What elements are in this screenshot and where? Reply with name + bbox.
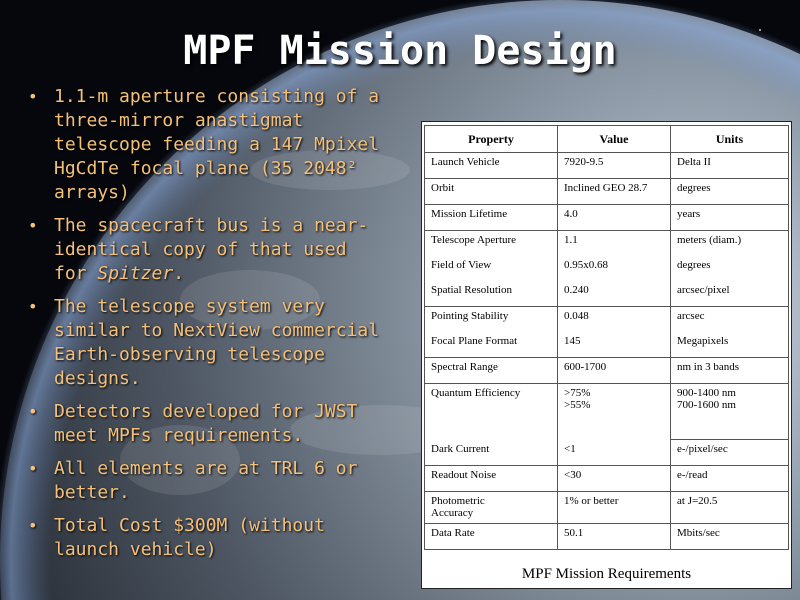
- cell-units: arcsec/pixel: [671, 281, 789, 307]
- cell-units: nm in 3 bands: [671, 358, 789, 384]
- bullet-telescope: [28, 295, 388, 391]
- cell-property: Quantum Efficiency: [425, 384, 558, 440]
- cell-value: <1: [558, 440, 671, 466]
- cell-property-line1: Photometric: [431, 495, 485, 507]
- header-property: Property: [425, 126, 558, 153]
- bullet-aperture: [28, 85, 388, 205]
- cell-property: Readout Noise: [425, 466, 558, 492]
- cell-units: years: [671, 205, 789, 231]
- bullet-cost: [28, 514, 388, 562]
- table-row: [425, 256, 789, 281]
- table-row: [425, 153, 789, 179]
- bullet-text: Total Cost $300M (without launch vehicle): [54, 515, 325, 560]
- cell-property: Dark Current: [425, 440, 558, 466]
- bullet-list: [28, 85, 388, 571]
- cell-units-line2: 700-1600 nm: [677, 399, 736, 411]
- bullet-text-em: Spitzer: [97, 263, 174, 284]
- cell-units: Delta II: [671, 153, 789, 179]
- cell-value: 0.048: [558, 307, 671, 333]
- header-value: Value: [558, 126, 671, 153]
- bullet-text: All elements are at TRL 6 or better.: [54, 458, 358, 503]
- bullet-detectors: [28, 400, 388, 448]
- cell-units: [671, 384, 789, 440]
- cell-property: Data Rate: [425, 524, 558, 550]
- table-row: [425, 440, 789, 466]
- table-row: [425, 231, 789, 257]
- cell-value: 1.1: [558, 231, 671, 257]
- cell-value: 4.0: [558, 205, 671, 231]
- bullet-trl: [28, 457, 388, 505]
- cell-units: arcsec: [671, 307, 789, 333]
- bullet-glyph: •: [28, 402, 38, 421]
- cell-value: 600-1700: [558, 358, 671, 384]
- cell-property: Spatial Resolution: [425, 281, 558, 307]
- bullet-text-pre: The spacecraft bus is a near-identical copy of that used for: [54, 215, 369, 284]
- cell-units: degrees: [671, 256, 789, 281]
- cell-value-line2: >55%: [564, 399, 591, 411]
- table-row: [425, 205, 789, 231]
- bullet-text: Detectors developed for JWST meet MPFs requirements.: [54, 401, 358, 446]
- cell-units: degrees: [671, 179, 789, 205]
- cell-units: Megapixels: [671, 332, 789, 358]
- table-row: [425, 332, 789, 358]
- bullet-glyph: •: [28, 87, 38, 106]
- cell-units: e-/read: [671, 466, 789, 492]
- cell-units: e-/pixel/sec: [671, 440, 789, 466]
- cell-property: Pointing Stability: [425, 307, 558, 333]
- table-row: [425, 492, 789, 524]
- cell-property-line2: Accuracy: [431, 507, 474, 519]
- cell-value: 50.1: [558, 524, 671, 550]
- requirements-table-panel: [421, 121, 792, 589]
- cell-property: Mission Lifetime: [425, 205, 558, 231]
- cell-value: Inclined GEO 28.7: [558, 179, 671, 205]
- cell-property: Telescope Aperture: [425, 231, 558, 257]
- cell-value: 7920-9.5: [558, 153, 671, 179]
- cell-units: Mbits/sec: [671, 524, 789, 550]
- cell-units: meters (diam.): [671, 231, 789, 257]
- bullet-glyph: •: [28, 459, 38, 478]
- cell-value: 0.95x0.68: [558, 256, 671, 281]
- cell-value: <30: [558, 466, 671, 492]
- table-header-row: [425, 126, 789, 153]
- cell-units: at J=20.5: [671, 492, 789, 524]
- cell-value: 1% or better: [558, 492, 671, 524]
- cell-property: [425, 492, 558, 524]
- cell-property: Launch Vehicle: [425, 153, 558, 179]
- slide-title: MPF Mission Design: [183, 28, 617, 74]
- bullet-text: 1.1-m aperture consisting of a three-mirror anastigmat telescope feeding a 147 Mpixel HgCdTe focal plane (35 2048² arrays): [54, 86, 380, 203]
- table-row: [425, 179, 789, 205]
- cell-value: [558, 384, 671, 440]
- cell-units-line1: 900-1400 nm: [677, 387, 736, 399]
- bullet-text: The telescope system very similar to NextView commercial Earth-observing telescope designs.: [54, 296, 380, 389]
- bullet-glyph: •: [28, 297, 38, 316]
- table-row: [425, 384, 789, 440]
- cell-value-line1: >75%: [564, 387, 591, 399]
- bullet-text-post: .: [173, 263, 185, 284]
- bullet-spacecraft-bus: [28, 214, 388, 286]
- table-caption: MPF Mission Requirements: [521, 566, 692, 582]
- cell-property: Field of View: [425, 256, 558, 281]
- table-row: [425, 281, 789, 307]
- table-row: [425, 466, 789, 492]
- table-row: [425, 307, 789, 333]
- table-row: [425, 524, 789, 550]
- cell-value: 0.240: [558, 281, 671, 307]
- cell-value: 145: [558, 332, 671, 358]
- table-row: [425, 358, 789, 384]
- header-units: Units: [671, 126, 789, 153]
- cell-property: Focal Plane Format: [425, 332, 558, 358]
- cell-property: Spectral Range: [425, 358, 558, 384]
- requirements-table: [424, 125, 789, 550]
- bullet-glyph: •: [28, 216, 38, 235]
- bullet-glyph: •: [28, 516, 38, 535]
- cell-property: Orbit: [425, 179, 558, 205]
